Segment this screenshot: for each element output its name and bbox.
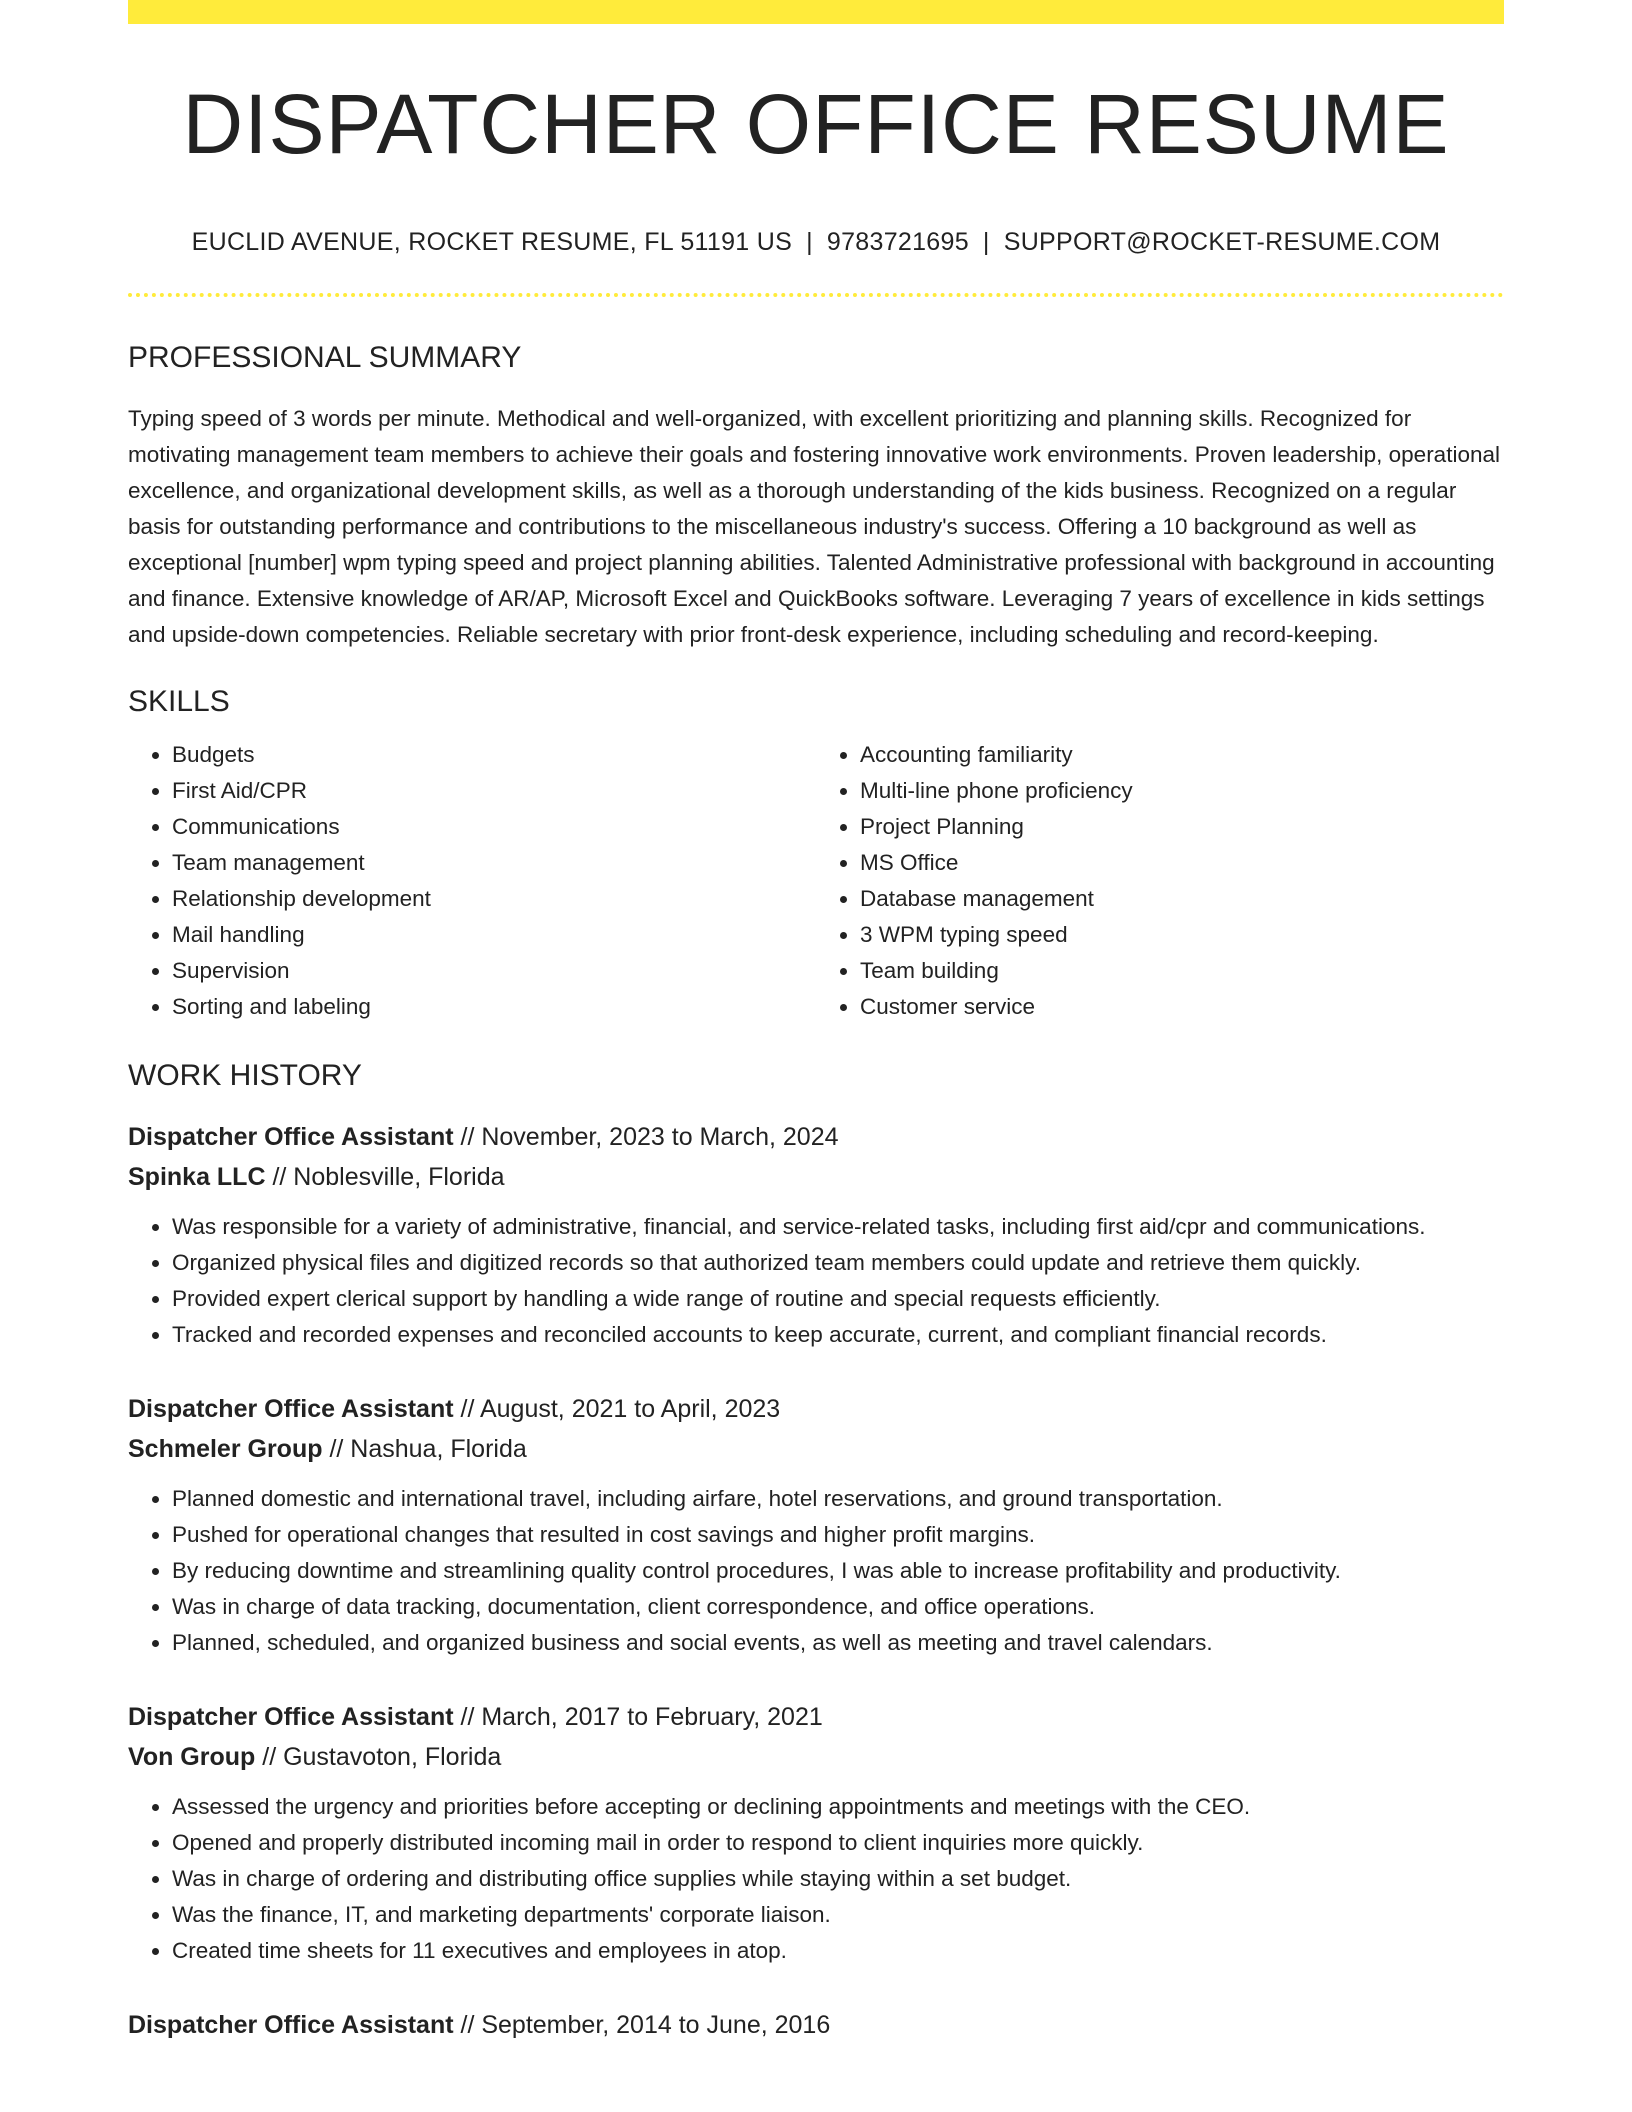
contact-line	[128, 228, 1504, 257]
job-location: // Gustavoton, Florida	[262, 1743, 502, 1771]
job-bullets	[128, 1481, 1504, 1661]
address: EUCLID AVENUE, ROCKET RESUME, FL 51191 US	[191, 228, 793, 256]
job-company-line	[128, 1737, 1504, 1777]
page-title: DISPATCHER OFFICE RESUME	[182, 77, 1450, 171]
job-entry	[128, 1389, 1504, 1661]
work-history-heading: WORK HISTORY	[128, 1059, 362, 1092]
job-bullet: • Organized physical files and digitized records so that authorized team members could update and retrieve them quickly.	[172, 1245, 1504, 1281]
job-bullets	[128, 1209, 1504, 1353]
work-history	[128, 1117, 1504, 2045]
job-bullet: • Pushed for operational changes that resulted in cost savings and higher profit margins.	[172, 1517, 1504, 1553]
skill-item: • Relationship development	[172, 881, 816, 917]
contact-separator: |	[806, 228, 813, 256]
job-company: Schmeler Group	[128, 1435, 323, 1463]
job-bullet: • Was in charge of ordering and distributing office supplies while staying within a set budget.	[172, 1861, 1504, 1897]
job-bullets	[128, 1789, 1504, 1969]
skills-column-right	[816, 737, 1504, 1025]
skill-item: • Budgets	[172, 737, 816, 773]
job-dates: // March, 2017 to February, 2021	[460, 1703, 823, 1731]
job-location: // Nashua, Florida	[329, 1435, 527, 1463]
job-title: Dispatcher Office Assistant	[128, 1395, 454, 1423]
job-bullet: • Tracked and recorded expenses and reconciled accounts to keep accurate, current, and compliant financial records.	[172, 1317, 1504, 1353]
skill-item: • Accounting familiarity	[860, 737, 1504, 773]
skill-item: • Project Planning	[860, 809, 1504, 845]
email: SUPPORT@ROCKET-RESUME.COM	[1003, 228, 1441, 256]
job-bullet: • Provided expert clerical support by handling a wide range of routine and special requests efficiently.	[172, 1281, 1504, 1317]
skill-item: • 3 WPM typing speed	[860, 917, 1504, 953]
job-bullet: • Planned, scheduled, and organized business and social events, as well as meeting and travel calendars.	[172, 1625, 1504, 1661]
job-company: Spinka LLC	[128, 1163, 266, 1191]
skill-item: • Communications	[172, 809, 816, 845]
job-entry	[128, 2005, 1504, 2045]
job-bullet: • Assessed the urgency and priorities before accepting or declining appointments and meetings with the CEO.	[172, 1789, 1504, 1825]
job-title: Dispatcher Office Assistant	[128, 2011, 454, 2039]
skills-heading: SKILLS	[128, 685, 230, 718]
skill-item: • Multi-line phone proficiency	[860, 773, 1504, 809]
job-company-line	[128, 1157, 1504, 1197]
job-dates: // November, 2023 to March, 2024	[460, 1123, 839, 1151]
skill-item: • Sorting and labeling	[172, 989, 816, 1025]
skill-item: • Customer service	[860, 989, 1504, 1025]
phone: 9783721695	[826, 228, 969, 256]
summary-text: Typing speed of 3 words per minute. Methodical and well-organized, with excellent prioritizing and planning skills. Recognized for motivating management team members to achieve their goals and fostering innovative work environments. Proven leadership, operational excellence, and organizational development skills, as well as a thorough understanding of the kids business. Recognized on a regular basis for outstanding performance and contributions to the miscellaneous industry's success. Offering a 10 background as well as exceptional [number] wpm typing speed and project planning abilities. Talented Administrative professional with background in accounting and finance. Extensive knowledge of AR/AP, Microsoft Excel and QuickBooks software. Leveraging 7 years of excellence in kids settings and upside-down competencies. Reliable secretary with prior front-desk experience, including scheduling and record-keeping.	[128, 406, 1500, 647]
job-bullet: • Opened and properly distributed incoming mail in order to respond to client inquiries more quickly.	[172, 1825, 1504, 1861]
job-entry	[128, 1117, 1504, 1353]
skill-item: • Supervision	[172, 953, 816, 989]
job-title-line	[128, 1697, 1504, 1737]
job-entry	[128, 1697, 1504, 1969]
job-title: Dispatcher Office Assistant	[128, 1703, 454, 1731]
skills-list	[128, 737, 1504, 1025]
job-bullet: • Planned domestic and international travel, including airfare, hotel reservations, and ground transportation.	[172, 1481, 1504, 1517]
summary-heading: PROFESSIONAL SUMMARY	[128, 341, 522, 374]
skill-item: • First Aid/CPR	[172, 773, 816, 809]
job-title-line	[128, 1117, 1504, 1157]
job-title-line	[128, 1389, 1504, 1429]
top-accent-bar	[128, 0, 1504, 24]
skills-column-left	[128, 737, 816, 1025]
job-bullet: • Was in charge of data tracking, documentation, client correspondence, and office operations.	[172, 1589, 1504, 1625]
skill-item: • Team building	[860, 953, 1504, 989]
job-company-line	[128, 1429, 1504, 1469]
job-title: Dispatcher Office Assistant	[128, 1123, 454, 1151]
job-title-line	[128, 2005, 1504, 2045]
job-company: Von Group	[128, 1743, 256, 1771]
resume-page	[128, 0, 1504, 2045]
job-bullet: • By reducing downtime and streamlining quality control procedures, I was able to increase profitability and productivity.	[172, 1553, 1504, 1589]
contact-separator: |	[982, 228, 990, 256]
skill-item: • Mail handling	[172, 917, 816, 953]
dotted-divider	[128, 293, 1504, 297]
skill-item: • MS Office	[860, 845, 1504, 881]
skill-item: • Team management	[172, 845, 816, 881]
job-bullet: • Was responsible for a variety of administrative, financial, and service-related tasks, including first aid/cpr and communications.	[172, 1209, 1504, 1245]
job-bullet: • Was the finance, IT, and marketing departments' corporate liaison.	[172, 1897, 1504, 1933]
skill-item: • Database management	[860, 881, 1504, 917]
job-location: // Noblesville, Florida	[272, 1163, 505, 1191]
job-dates: // September, 2014 to June, 2016	[460, 2011, 831, 2039]
job-dates: // August, 2021 to April, 2023	[460, 1395, 781, 1423]
job-bullet: • Created time sheets for 11 executives and employees in atop.	[172, 1933, 1504, 1969]
